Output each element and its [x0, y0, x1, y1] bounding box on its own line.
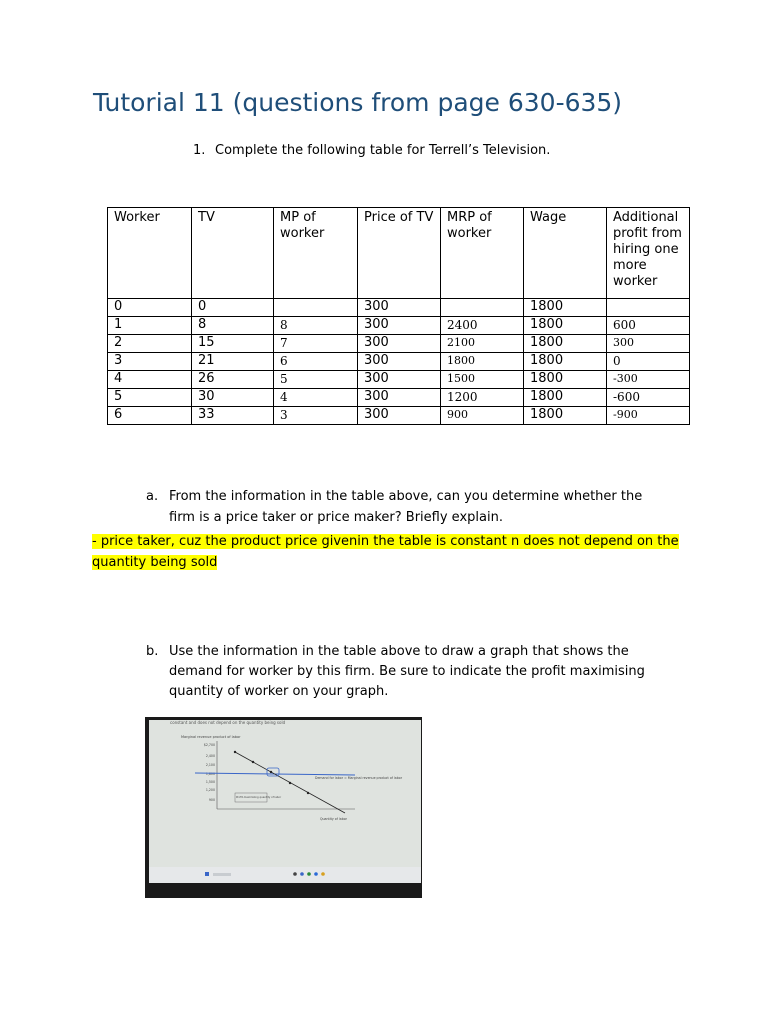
cell-price: 300: [358, 371, 441, 389]
cell-worker: 2: [108, 335, 192, 353]
question-1-text: Complete the following table for Terrell’s Television.: [215, 143, 551, 158]
taskbar-app-icon: [314, 872, 318, 876]
cell-profit: -600: [607, 389, 690, 407]
cell-mp: 8: [274, 317, 358, 335]
demand-label: Demand for labor = Marginal revenue product of labor: [315, 776, 403, 780]
windows-icon: [205, 872, 209, 876]
question-a: [146, 486, 666, 528]
cell-mp: 7: [274, 335, 358, 353]
cell-mrp: 2400: [441, 317, 524, 335]
cell-mrp: 1800: [441, 353, 524, 371]
photo-y-label: Marginal revenue product of labor: [181, 735, 241, 739]
cell-profit: [607, 299, 690, 317]
cell-wage: 1800: [524, 317, 607, 335]
cell-mrp: 1200: [441, 389, 524, 407]
cell-worker: 6: [108, 407, 192, 425]
demand-point: [270, 771, 272, 773]
question-a-text: From the information in the table above, can you determine whether the firm is a price taker or price maker? Briefly explain.: [169, 489, 643, 525]
table-row: [108, 335, 690, 353]
cell-profit: -300: [607, 371, 690, 389]
cell-mp: 5: [274, 371, 358, 389]
cell-mrp: 1500: [441, 371, 524, 389]
y-tick-label: 1,800: [205, 772, 215, 776]
taskbar-app-icon: [321, 872, 325, 876]
cell-price: 300: [358, 299, 441, 317]
photo-taskbar: [149, 867, 421, 883]
cell-profit: 300: [607, 335, 690, 353]
cell-wage: 1800: [524, 407, 607, 425]
question-b-text: Use the information in the table above to draw a graph that shows the demand for worker by this firm. Be sure to indicate the profit maximising quantity of worker on your graph.: [169, 644, 645, 699]
demand-point: [289, 782, 291, 784]
table-row: [108, 407, 690, 425]
taskbar-app-icon: [293, 872, 297, 876]
cell-mp: [274, 299, 358, 317]
cell-price: 300: [358, 389, 441, 407]
cell-tv: 0: [192, 299, 274, 317]
demand-point: [307, 792, 309, 794]
cell-mrp: 2100: [441, 335, 524, 353]
cell-wage: 1800: [524, 353, 607, 371]
answer-a-highlight: - price taker, cuz the product price givenin the table is constant n does not depend on the quantity being sold: [92, 534, 679, 570]
y-tick-label: 2,400: [205, 754, 215, 758]
photo-header-text: constant and does not depend on the quantity being sold: [170, 720, 286, 725]
taskbar-app-icon: [307, 872, 311, 876]
cell-profit: -900: [607, 407, 690, 425]
header-worker: Worker: [108, 208, 192, 299]
cell-worker: 5: [108, 389, 192, 407]
answer-a: [92, 531, 692, 573]
cell-profit: 600: [607, 317, 690, 335]
search-box-icon: [213, 873, 231, 876]
cell-wage: 1800: [524, 335, 607, 353]
header-tv: TV: [192, 208, 274, 299]
header-mp: MP of worker: [274, 208, 358, 299]
table-row: [108, 299, 690, 317]
header-profit: Additional profit from hiring one more worker: [607, 208, 690, 299]
header-wage: Wage: [524, 208, 607, 299]
cell-tv: 8: [192, 317, 274, 335]
cell-tv: 26: [192, 371, 274, 389]
cell-worker: 1: [108, 317, 192, 335]
x-axis-label: Quantity of labor: [320, 817, 347, 821]
cell-price: 300: [358, 335, 441, 353]
question-b: [146, 642, 666, 702]
cell-worker: 4: [108, 371, 192, 389]
data-table: [107, 207, 690, 425]
table-header-row: [108, 208, 690, 299]
cell-worker: 0: [108, 299, 192, 317]
cell-tv: 15: [192, 335, 274, 353]
demand-point: [234, 751, 236, 753]
cell-wage: 1800: [524, 371, 607, 389]
cell-tv: 33: [192, 407, 274, 425]
cell-mrp: [441, 299, 524, 317]
cell-tv: 30: [192, 389, 274, 407]
graph-photo: [145, 717, 422, 898]
y-tick-label: 1,500: [205, 780, 215, 784]
cell-price: 300: [358, 353, 441, 371]
header-mrp: MRP of worker: [441, 208, 524, 299]
question-b-label: b.: [146, 644, 159, 659]
y-tick-label: 900: [208, 798, 215, 802]
cell-price: 300: [358, 317, 441, 335]
cell-wage: 1800: [524, 389, 607, 407]
table-row: [108, 317, 690, 335]
demand-point: [252, 761, 254, 763]
profit-label: Profit-maximizing quantity of labor: [236, 796, 282, 799]
header-price: Price of TV: [358, 208, 441, 299]
y-tick-label: 1,200: [205, 788, 215, 792]
cell-mp: 6: [274, 353, 358, 371]
table-row: [108, 371, 690, 389]
page-title: Tutorial 11 (questions from page 630-635): [93, 88, 623, 117]
cell-profit: 0: [607, 353, 690, 371]
cell-worker: 3: [108, 353, 192, 371]
cell-mp: 4: [274, 389, 358, 407]
table-row: [108, 389, 690, 407]
photo-screen: [149, 720, 421, 870]
question-a-label: a.: [146, 489, 159, 504]
question-1: [193, 143, 550, 158]
cell-wage: 1800: [524, 299, 607, 317]
y-tick-label: 2,100: [205, 763, 215, 767]
table-row: [108, 353, 690, 371]
cell-mp: 3: [274, 407, 358, 425]
cell-price: 300: [358, 407, 441, 425]
y-tick-label: $2,700: [203, 743, 215, 747]
taskbar-app-icon: [300, 872, 304, 876]
cell-tv: 21: [192, 353, 274, 371]
question-1-number: 1.: [193, 143, 206, 158]
cell-mrp: 900: [441, 407, 524, 425]
